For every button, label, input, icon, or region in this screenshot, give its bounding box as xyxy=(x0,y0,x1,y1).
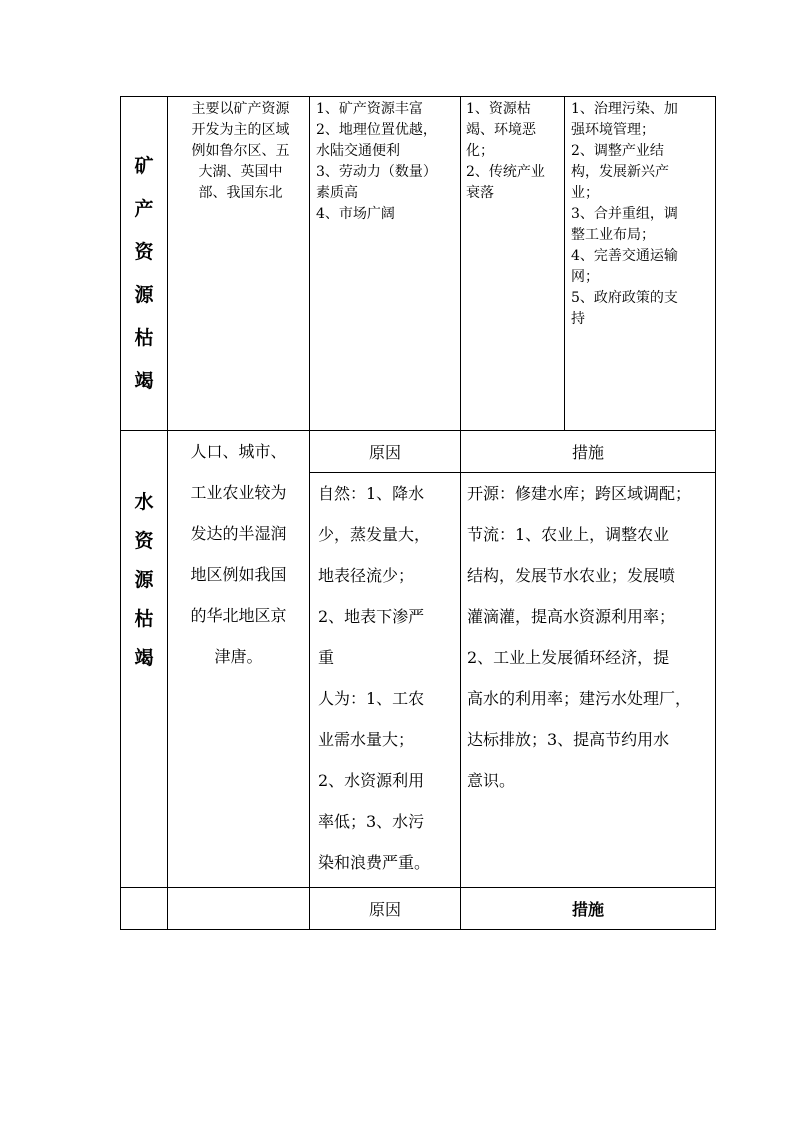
water-measure-line: 高水的利用率；建污水处理厂， xyxy=(467,689,692,708)
water-title-char: 水 xyxy=(134,491,154,513)
water-area-line: 地区例如我国 xyxy=(190,565,287,584)
mineral-area-line: 开发为主的区域 xyxy=(191,122,290,138)
water-measure-header: 措施 xyxy=(461,431,716,473)
mineral-title-char: 源 xyxy=(134,284,154,306)
water-cause-cell xyxy=(310,473,461,888)
last-empty-cell xyxy=(168,888,310,930)
mineral-problem-line: 2、传统产业 xyxy=(466,164,545,180)
water-title-char: 资 xyxy=(134,530,154,552)
mineral-condition-line: 素质高 xyxy=(316,185,358,201)
mineral-title-cell xyxy=(121,97,168,431)
water-cause-line: 自然：1、降水 xyxy=(318,484,425,503)
mineral-measure-line: 构，发展新兴产 xyxy=(571,164,669,180)
mineral-measure-line: 4、完善交通运输 xyxy=(571,248,678,264)
mineral-area-line: 大湖、英国中 xyxy=(198,164,283,180)
mineral-title-char: 矿 xyxy=(134,155,154,177)
mineral-conditions-cell xyxy=(310,97,461,431)
water-measure-line: 意识。 xyxy=(467,771,516,790)
water-area-line: 津唐。 xyxy=(214,647,263,666)
water-cause-line: 地表径流少； xyxy=(318,566,415,585)
mineral-measure-line: 网； xyxy=(571,269,599,285)
mineral-area-line: 例如鲁尔区、五 xyxy=(191,143,290,159)
mineral-condition-line: 3、劳动力（数量） xyxy=(316,164,437,180)
last-header-row xyxy=(121,888,716,930)
mineral-problem-line: 1、资源枯 xyxy=(466,101,531,117)
water-measure-line: 开源：修建水库；跨区域调配； xyxy=(467,484,692,503)
water-cause-line: 率低；3、水污 xyxy=(318,812,425,831)
water-title-char: 竭 xyxy=(134,647,154,669)
last-empty-cell xyxy=(121,888,168,930)
mineral-measure-line: 整工业布局； xyxy=(571,227,655,243)
water-header-row xyxy=(121,431,716,473)
water-measure-line: 2、工业上发展循环经济，提 xyxy=(467,648,670,667)
water-area-line: 发达的半湿润 xyxy=(190,524,287,543)
mineral-measure-line: 持 xyxy=(571,311,585,327)
mineral-problems-cell xyxy=(461,97,565,431)
mineral-problem-line: 竭、环境恶 xyxy=(466,122,536,138)
water-measure-line: 结构，发展节水农业；发展喷 xyxy=(467,566,676,585)
mineral-title-char: 竭 xyxy=(134,370,154,392)
mineral-condition-line: 2、地理位置优越， xyxy=(316,122,437,138)
water-cause-line: 人为：1、工农 xyxy=(318,689,425,708)
mineral-title-char: 资 xyxy=(134,241,154,263)
water-measure-line: 节流：1、农业上，调整农业 xyxy=(467,525,670,544)
mineral-area-line: 部、我国东北 xyxy=(198,185,283,201)
mineral-row xyxy=(121,97,716,431)
water-cause-line: 少，蒸发量大， xyxy=(318,525,431,544)
water-title-cell xyxy=(121,431,168,888)
water-cause-header: 原因 xyxy=(310,431,461,473)
water-area-line: 的华北地区京 xyxy=(190,606,287,625)
mineral-measures-cell xyxy=(565,97,716,431)
water-area-line: 工业农业较为 xyxy=(190,483,287,502)
water-title-char: 源 xyxy=(134,569,154,591)
last-measure-header: 措施 xyxy=(461,888,716,930)
water-title-char: 枯 xyxy=(134,608,154,630)
mineral-measure-line: 5、政府政策的支 xyxy=(571,290,678,306)
mineral-problem-line: 衰落 xyxy=(466,185,494,201)
mineral-area-line: 主要以矿产资源 xyxy=(191,101,290,117)
mineral-condition-line: 1、矿产资源丰富 xyxy=(316,101,423,117)
water-cause-line: 2、水资源利用 xyxy=(318,771,425,790)
water-cause-line: 业需水量大； xyxy=(318,730,415,749)
water-cause-line: 重 xyxy=(318,648,335,667)
mineral-condition-line: 4、市场广阔 xyxy=(316,206,395,222)
water-area-cell xyxy=(168,431,310,888)
mineral-measure-line: 1、治理污染、加 xyxy=(571,101,678,117)
mineral-measure-line: 2、调整产业结 xyxy=(571,143,664,159)
mineral-measure-line: 3、合并重组，调 xyxy=(571,206,678,222)
mineral-condition-line: 水陆交通便利 xyxy=(316,143,400,159)
water-cause-line: 染和浪费严重。 xyxy=(318,853,431,872)
mineral-title-char: 产 xyxy=(134,198,154,220)
water-measure-cell xyxy=(461,473,716,888)
water-measure-line: 达标排放；3、提高节约用水 xyxy=(467,730,670,749)
resource-table xyxy=(120,96,716,930)
mineral-area-cell xyxy=(168,97,310,431)
mineral-title-char: 枯 xyxy=(134,327,154,349)
mineral-measure-line: 强环境管理； xyxy=(571,122,655,138)
last-cause-header: 原因 xyxy=(310,888,461,930)
water-area-line: 人口、城市、 xyxy=(190,442,287,461)
water-cause-line: 2、地表下渗严 xyxy=(318,607,425,626)
water-measure-line: 灌滴灌，提高水资源利用率； xyxy=(467,607,676,626)
mineral-problem-line: 化； xyxy=(466,143,494,159)
mineral-measure-line: 业； xyxy=(571,185,599,201)
